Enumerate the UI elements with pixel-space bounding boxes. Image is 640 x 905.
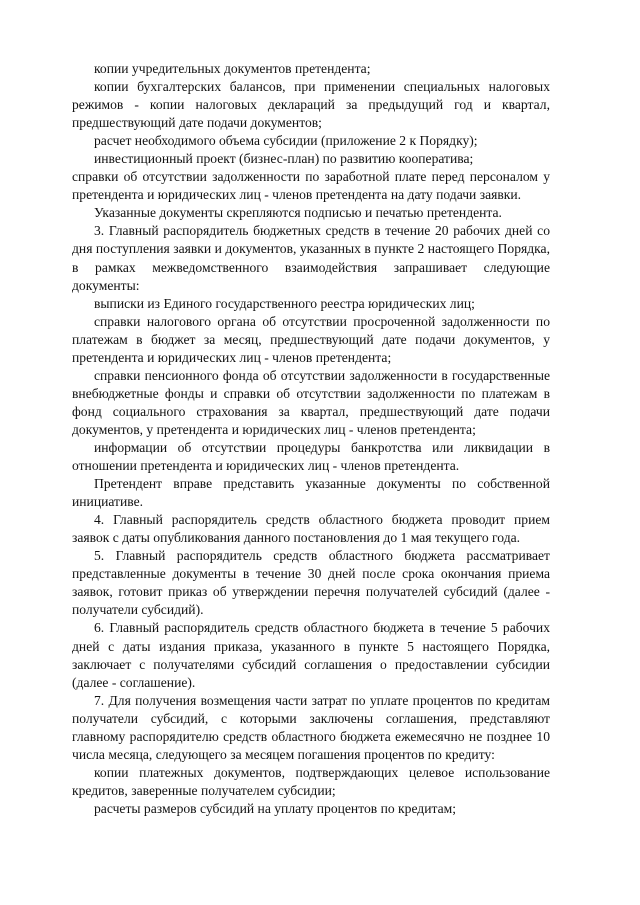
paragraph: расчеты размеров субсидий на уплату процентов по кредитам; (94, 800, 457, 816)
paragraph: выписки из Единого государственного реестра юридических лиц; (94, 295, 475, 311)
paragraph: расчет необходимого объема субсидии (приложение 2 к Порядку); (94, 133, 478, 149)
paragraph: Претендент вправе представить указанные документы по собственной инициативе. (72, 476, 550, 510)
paragraph: справки об отсутствии задолженности по заработной плате перед персоналом у претендента и юридических лиц - членов претендента на дату подачи заявки. (72, 169, 550, 203)
paragraph: 7. Для получения возмещения части затрат по уплате процентов по кредитам получатели субсидий, с которыми заключены соглашения, представляют главному распорядителю средств областного бюджета ежемесячно не позднее 10 числа месяца, следующего за месяцем погашения процентов по кредиту: (72, 692, 550, 762)
document-page (72, 60, 550, 818)
paragraph: справки налогового органа об отсутствии просроченной задолженности по платежам в бюджет за месяц, предшествующий дате подачи документов, у претендента и юридических лиц - членов претендента; (72, 313, 550, 365)
paragraph: 4. Главный распорядитель средств областного бюджета проводит прием заявок с даты опубликования данного постановления до 1 мая текущего года. (72, 512, 550, 546)
paragraph: 6. Главный распорядитель средств областного бюджета в течение 5 рабочих дней с даты издания приказа, указанного в пункте 5 настоящего Порядка, заключает с получателями субсидий соглашения о предоставлении субсидии (далее - соглашение). (72, 620, 550, 690)
paragraph: справки пенсионного фонда об отсутствии задолженности в государственные внебюджетные фонды и справки об отсутствии задолженности по платежам в фонд социального страхования за квартал, предшествующий дате подачи документов, у претендента и юридических лиц - членов претендента; (72, 367, 550, 437)
paragraph: копии учредительных документов претендента; (94, 61, 371, 76)
paragraph: информации об отсутствии процедуры банкротства или ликвидации в отношении претендента и юридических лиц - членов претендента. (72, 439, 550, 474)
paragraph: копии платежных документов, подтверждающих целевое использование кредитов, заверенные получателем субсидии; (72, 764, 550, 798)
paragraph: Указанные документы скрепляются подписью и печатью претендента. (94, 205, 502, 221)
paragraph: 3. Главный распорядитель бюджетных средств в течение 20 рабочих дней со дня поступления заявки и документов, указанных в пункте 2 настоящего Порядка, в рамках межведомственного взаимодействия запрашивает следующие документы: (72, 223, 550, 293)
paragraph: копии бухгалтерских балансов, при применении специальных налоговых режимов - копии налоговых деклараций за предыдущий год и квартал, предшествующий дате подачи документов; (72, 79, 550, 131)
paragraph: 5. Главный распорядитель средств областного бюджета рассматривает представленные документы в течение 30 дней после срока окончания приема заявок, готовит приказ об утверждении перечня получателей субсидий (далее - получатели субсидий). (72, 548, 550, 618)
paragraph: инвестиционный проект (бизнес-план) по развитию кооператива; (94, 151, 474, 167)
